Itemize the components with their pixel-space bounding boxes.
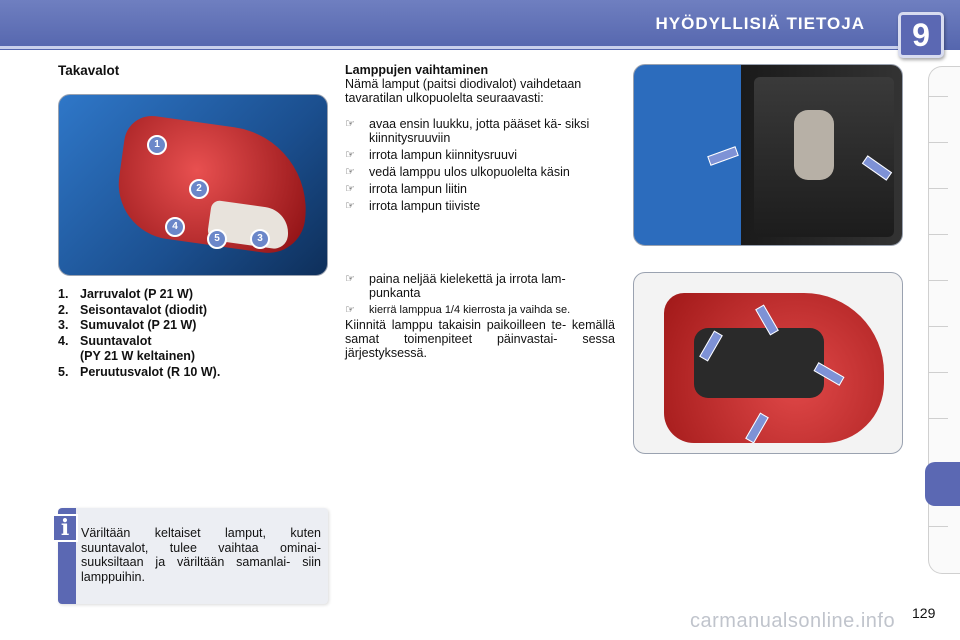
list-item: ☞ irrota lampun liitin [345, 182, 467, 196]
lamp-marker: 1 [147, 135, 167, 155]
steps-list-b [345, 272, 615, 320]
chapter-number-badge: 9 [898, 12, 944, 58]
header-underline [0, 46, 905, 49]
chapter-tab[interactable] [928, 526, 948, 527]
list-item: ☞ kierrä lamppua 1/4 kierrosta ja vaihda se. [345, 303, 571, 316]
closing-text: Kiinnitä lamppu takaisin paikoilleen te- kemällä samat toimenpiteet päinvastai- sessa järjestyksessä. [345, 318, 615, 360]
info-text: Väriltään keltaiset lamput, kuten suuntavalot, tulee vaihtaa ominai- suuksiltaan ja väriltään samanlai- siin lamppuihin. [81, 526, 321, 584]
list-item: ☞ paina neljää kielekettä ja irrota lam- punkanta [345, 272, 566, 300]
lamp-marker: 2 [189, 179, 209, 199]
trunk-access-photo [633, 64, 903, 246]
access-hatch [794, 110, 834, 180]
lamp-list [58, 287, 220, 380]
section-title: Takavalot [58, 63, 120, 78]
info-icon: i [52, 514, 78, 542]
list-item: ☞ avaa ensin luukku, jotta pääset kä- siksi kiinnitysruuviin [345, 117, 590, 145]
lamp-marker: 5 [207, 229, 227, 249]
replacement-intro: Nämä lamput (paitsi diodivalot) vaihdetaan tavaratilan ulkopuolelta seuraavasti: [345, 77, 582, 105]
chapter-tab[interactable] [928, 418, 948, 419]
list-item: 2. Seisontavalot (diodit) [58, 302, 208, 317]
watermark: carmanualsonline.info [690, 610, 896, 632]
replacement-title: Lamppujen vaihtaminen [345, 63, 489, 77]
list-item: 5. Peruutusvalot (R 10 W). [58, 364, 221, 379]
list-item: 4. Suuntavalot [58, 333, 152, 348]
chapter-tab[interactable] [928, 280, 948, 281]
chapter-tab[interactable] [928, 372, 948, 373]
lamp-removal-photo [633, 272, 903, 454]
list-item: 1. Jarruvalot (P 21 W) [58, 287, 194, 301]
list-item: ☞ irrota lampun kiinnitysruuvi [345, 148, 517, 162]
chapter-tab[interactable] [928, 96, 948, 97]
steps-list-a [345, 117, 615, 216]
list-item: (PY 21 W keltainen) [80, 349, 196, 363]
chapter-tab[interactable] [928, 188, 948, 189]
arrow-icon [707, 146, 739, 166]
chapter-title: HYÖDYLLISIÄ TIETOJA [655, 14, 865, 33]
chapter-tab[interactable] [928, 234, 948, 235]
list-item: ☞ vedä lamppu ulos ulkopuolelta käsin [345, 165, 570, 179]
list-item: 3. Sumuvalot (P 21 W) [58, 318, 197, 332]
lamp-marker: 4 [165, 217, 185, 237]
chapter-tab[interactable] [928, 142, 948, 143]
rear-lamp-photo [58, 94, 328, 276]
active-chapter-tab[interactable] [925, 462, 960, 506]
chapter-tab[interactable] [928, 326, 948, 327]
lamp-marker: 3 [250, 229, 270, 249]
page-number: 129 [912, 605, 936, 621]
list-item: ☞ irrota lampun tiiviste [345, 199, 481, 213]
